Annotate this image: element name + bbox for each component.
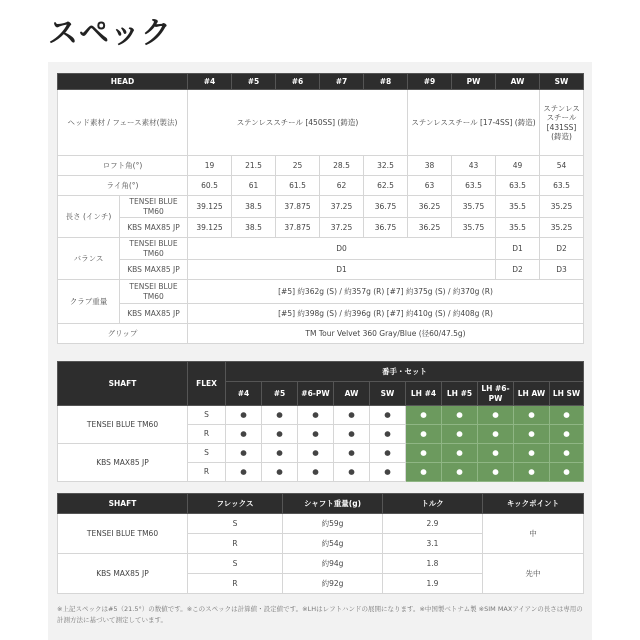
head-header-row [58, 74, 584, 90]
group-header: 番手・セット [226, 362, 584, 382]
torque-cell: 1.8 [383, 554, 483, 574]
shaft-spec-col: トルク [383, 494, 483, 514]
material-group-2: ステンレススチール [17-4SS] (鋳造) [408, 90, 540, 156]
set-col: #6-PW [298, 382, 334, 406]
lie-cell: 63.5 [452, 176, 496, 196]
lie-label: ライ角(°) [58, 176, 188, 196]
weight-row-kbs [58, 304, 584, 324]
set-col: LH #6-PW [478, 382, 514, 406]
balance-main: D1 [188, 260, 496, 280]
dot-cell: ● [370, 425, 406, 444]
dot-cell: ● [262, 425, 298, 444]
flex-cell: S [188, 514, 283, 534]
length-cell: 36.75 [364, 218, 408, 238]
dot-cell-lh: ● [406, 406, 442, 425]
loft-cell: 32.5 [364, 156, 408, 176]
weight-value: [#5] 約362g (S) / 約357g (R) [#7] 約375g (S) / 約370g (R) [188, 280, 584, 304]
shaft-name: TENSEI BLUE TM60 [58, 406, 188, 444]
dot-cell-lh: ● [478, 444, 514, 463]
dot-cell-lh: ● [514, 444, 550, 463]
loft-cell: 38 [408, 156, 452, 176]
grip-label: グリップ [58, 324, 188, 344]
dot-cell-lh: ● [514, 425, 550, 444]
balance-aw: D2 [496, 260, 540, 280]
dot-cell: ● [262, 406, 298, 425]
set-col: LH #5 [442, 382, 478, 406]
shaft-name: KBS MAX85 JP [58, 554, 188, 594]
availability-row [58, 406, 584, 425]
balance-row-kbs [58, 260, 584, 280]
dot-cell: ● [262, 444, 298, 463]
footnote: ※上記スペックは#5（21.5°）の数値です。※このスペックは計算値・設定値です。※LHはレフトハンドの展開になります。※中国製ベトナム製 ※SIM MAXアイアンの長さは専用の計測方法に基づいて測定しています。 [57, 605, 583, 625]
dot-cell: ● [334, 463, 370, 482]
weight-cell: 約92g [283, 574, 383, 594]
loft-cell: 49 [496, 156, 540, 176]
length-label: 長さ (インチ) [58, 196, 120, 238]
lie-row [58, 176, 584, 196]
balance-aw: D1 [496, 238, 540, 260]
dot-cell: ● [226, 425, 262, 444]
flex-cell: S [188, 444, 226, 463]
torque-cell: 2.9 [383, 514, 483, 534]
torque-cell: 1.9 [383, 574, 483, 594]
dot-cell: ● [334, 425, 370, 444]
dot-cell: ● [370, 463, 406, 482]
lie-cell: 63.5 [540, 176, 584, 196]
head-col: #8 [364, 74, 408, 90]
material-group-3: ステンレススチール [431SS] (鋳造) [540, 90, 584, 156]
lie-cell: 62 [320, 176, 364, 196]
weight-shaft: TENSEI BLUE TM60 [120, 280, 188, 304]
dot-cell-lh: ● [442, 406, 478, 425]
lie-cell: 60.5 [188, 176, 232, 196]
length-cell: 35.5 [496, 218, 540, 238]
balance-row-tensei [58, 238, 584, 260]
loft-cell: 21.5 [232, 156, 276, 176]
weight-cell: 約54g [283, 534, 383, 554]
shaft-spec-col: SHAFT [58, 494, 188, 514]
flex-cell: R [188, 534, 283, 554]
dot-cell: ● [334, 444, 370, 463]
shaft-spec-row [58, 554, 584, 574]
dot-cell: ● [298, 463, 334, 482]
set-col: LH SW [550, 382, 584, 406]
weight-shaft: KBS MAX85 JP [120, 304, 188, 324]
length-row-tensei [58, 196, 584, 218]
weight-label: クラブ重量 [58, 280, 120, 324]
length-cell: 35.75 [452, 196, 496, 218]
dot-cell: ● [334, 406, 370, 425]
dot-cell: ● [226, 444, 262, 463]
dot-cell: ● [298, 406, 334, 425]
dot-cell: ● [298, 425, 334, 444]
dot-cell: ● [370, 406, 406, 425]
shaft-spec-col: シャフト重量(g) [283, 494, 383, 514]
dot-cell-lh: ● [550, 463, 584, 482]
dot-cell-lh: ● [442, 425, 478, 444]
flex-cell: S [188, 554, 283, 574]
length-cell: 35.5 [496, 196, 540, 218]
set-col: LH AW [514, 382, 550, 406]
loft-label: ロフト角(°) [58, 156, 188, 176]
length-cell: 39.125 [188, 196, 232, 218]
head-col: SW [540, 74, 584, 90]
dot-cell: ● [262, 463, 298, 482]
set-col: SW [370, 382, 406, 406]
head-col: #7 [320, 74, 364, 90]
loft-cell: 54 [540, 156, 584, 176]
availability-header-row [58, 362, 584, 382]
availability-row [58, 444, 584, 463]
length-cell: 37.25 [320, 196, 364, 218]
dot-cell-lh: ● [514, 463, 550, 482]
set-col: AW [334, 382, 370, 406]
head-label: HEAD [58, 74, 188, 90]
length-shaft: KBS MAX85 JP [120, 218, 188, 238]
length-cell: 36.25 [408, 196, 452, 218]
balance-sw: D2 [540, 238, 584, 260]
weight-value: [#5] 約398g (S) / 約396g (R) [#7] 約410g (S) / 約408g (R) [188, 304, 584, 324]
length-cell: 37.875 [276, 218, 320, 238]
lie-cell: 61 [232, 176, 276, 196]
weight-row-tensei [58, 280, 584, 304]
dot-cell-lh: ● [406, 425, 442, 444]
lie-cell: 61.5 [276, 176, 320, 196]
length-cell: 38.5 [232, 196, 276, 218]
dot-cell: ● [226, 406, 262, 425]
dot-cell-lh: ● [406, 444, 442, 463]
shaft-spec-row [58, 514, 584, 534]
head-spec-table [57, 73, 584, 344]
length-cell: 35.25 [540, 218, 584, 238]
lie-cell: 62.5 [364, 176, 408, 196]
grip-value: TM Tour Velvet 360 Gray/Blue (径60/47.5g) [188, 324, 584, 344]
grip-row [58, 324, 584, 344]
shaft-name: TENSEI BLUE TM60 [58, 514, 188, 554]
dot-cell-lh: ● [442, 463, 478, 482]
flex-header: FLEX [188, 362, 226, 406]
length-cell: 36.75 [364, 196, 408, 218]
flex-cell: R [188, 425, 226, 444]
length-cell: 37.875 [276, 196, 320, 218]
loft-cell: 28.5 [320, 156, 364, 176]
kick-cell: 中 [483, 514, 584, 554]
head-col: AW [496, 74, 540, 90]
flex-cell: R [188, 574, 283, 594]
flex-cell: S [188, 406, 226, 425]
kick-cell: 先中 [483, 554, 584, 594]
dot-cell-lh: ● [478, 463, 514, 482]
head-col: #5 [232, 74, 276, 90]
length-cell: 37.25 [320, 218, 364, 238]
lie-cell: 63.5 [496, 176, 540, 196]
balance-shaft: KBS MAX85 JP [120, 260, 188, 280]
material-label: ヘッド素材 / フェース素材(製法) [58, 90, 188, 156]
set-col: #4 [226, 382, 262, 406]
loft-row [58, 156, 584, 176]
dot-cell-lh: ● [478, 425, 514, 444]
flex-cell: R [188, 463, 226, 482]
weight-cell: 約94g [283, 554, 383, 574]
dot-cell-lh: ● [478, 406, 514, 425]
length-cell: 35.25 [540, 196, 584, 218]
lie-cell: 63 [408, 176, 452, 196]
head-col: #6 [276, 74, 320, 90]
length-row-kbs [58, 218, 584, 238]
length-cell: 35.75 [452, 218, 496, 238]
shaft-name: KBS MAX85 JP [58, 444, 188, 482]
loft-cell: 19 [188, 156, 232, 176]
loft-cell: 25 [276, 156, 320, 176]
shaft-spec-col: フレックス [188, 494, 283, 514]
dot-cell-lh: ● [550, 444, 584, 463]
dot-cell-lh: ● [514, 406, 550, 425]
length-cell: 38.5 [232, 218, 276, 238]
weight-cell: 約59g [283, 514, 383, 534]
length-cell: 36.25 [408, 218, 452, 238]
shaft-spec-col: キックポイント [483, 494, 584, 514]
availability-table [57, 361, 584, 482]
dot-cell: ● [298, 444, 334, 463]
balance-sw: D3 [540, 260, 584, 280]
shaft-spec-table [57, 493, 584, 594]
balance-label: バランス [58, 238, 120, 280]
torque-cell: 3.1 [383, 534, 483, 554]
head-col: #9 [408, 74, 452, 90]
shaft-header: SHAFT [58, 362, 188, 406]
balance-main: D0 [188, 238, 496, 260]
material-row [58, 90, 584, 156]
head-col: PW [452, 74, 496, 90]
dot-cell-lh: ● [550, 425, 584, 444]
set-col: LH #4 [406, 382, 442, 406]
balance-shaft: TENSEI BLUE TM60 [120, 238, 188, 260]
dot-cell: ● [226, 463, 262, 482]
dot-cell: ● [370, 444, 406, 463]
shaft-spec-header-row [58, 494, 584, 514]
head-col: #4 [188, 74, 232, 90]
page-title: スペック [48, 16, 172, 51]
dot-cell-lh: ● [406, 463, 442, 482]
dot-cell-lh: ● [550, 406, 584, 425]
length-shaft: TENSEI BLUE TM60 [120, 196, 188, 218]
length-cell: 39.125 [188, 218, 232, 238]
loft-cell: 43 [452, 156, 496, 176]
set-col: #5 [262, 382, 298, 406]
dot-cell-lh: ● [442, 444, 478, 463]
material-group-1: ステンレススチール [450SS] (鋳造) [188, 90, 408, 156]
